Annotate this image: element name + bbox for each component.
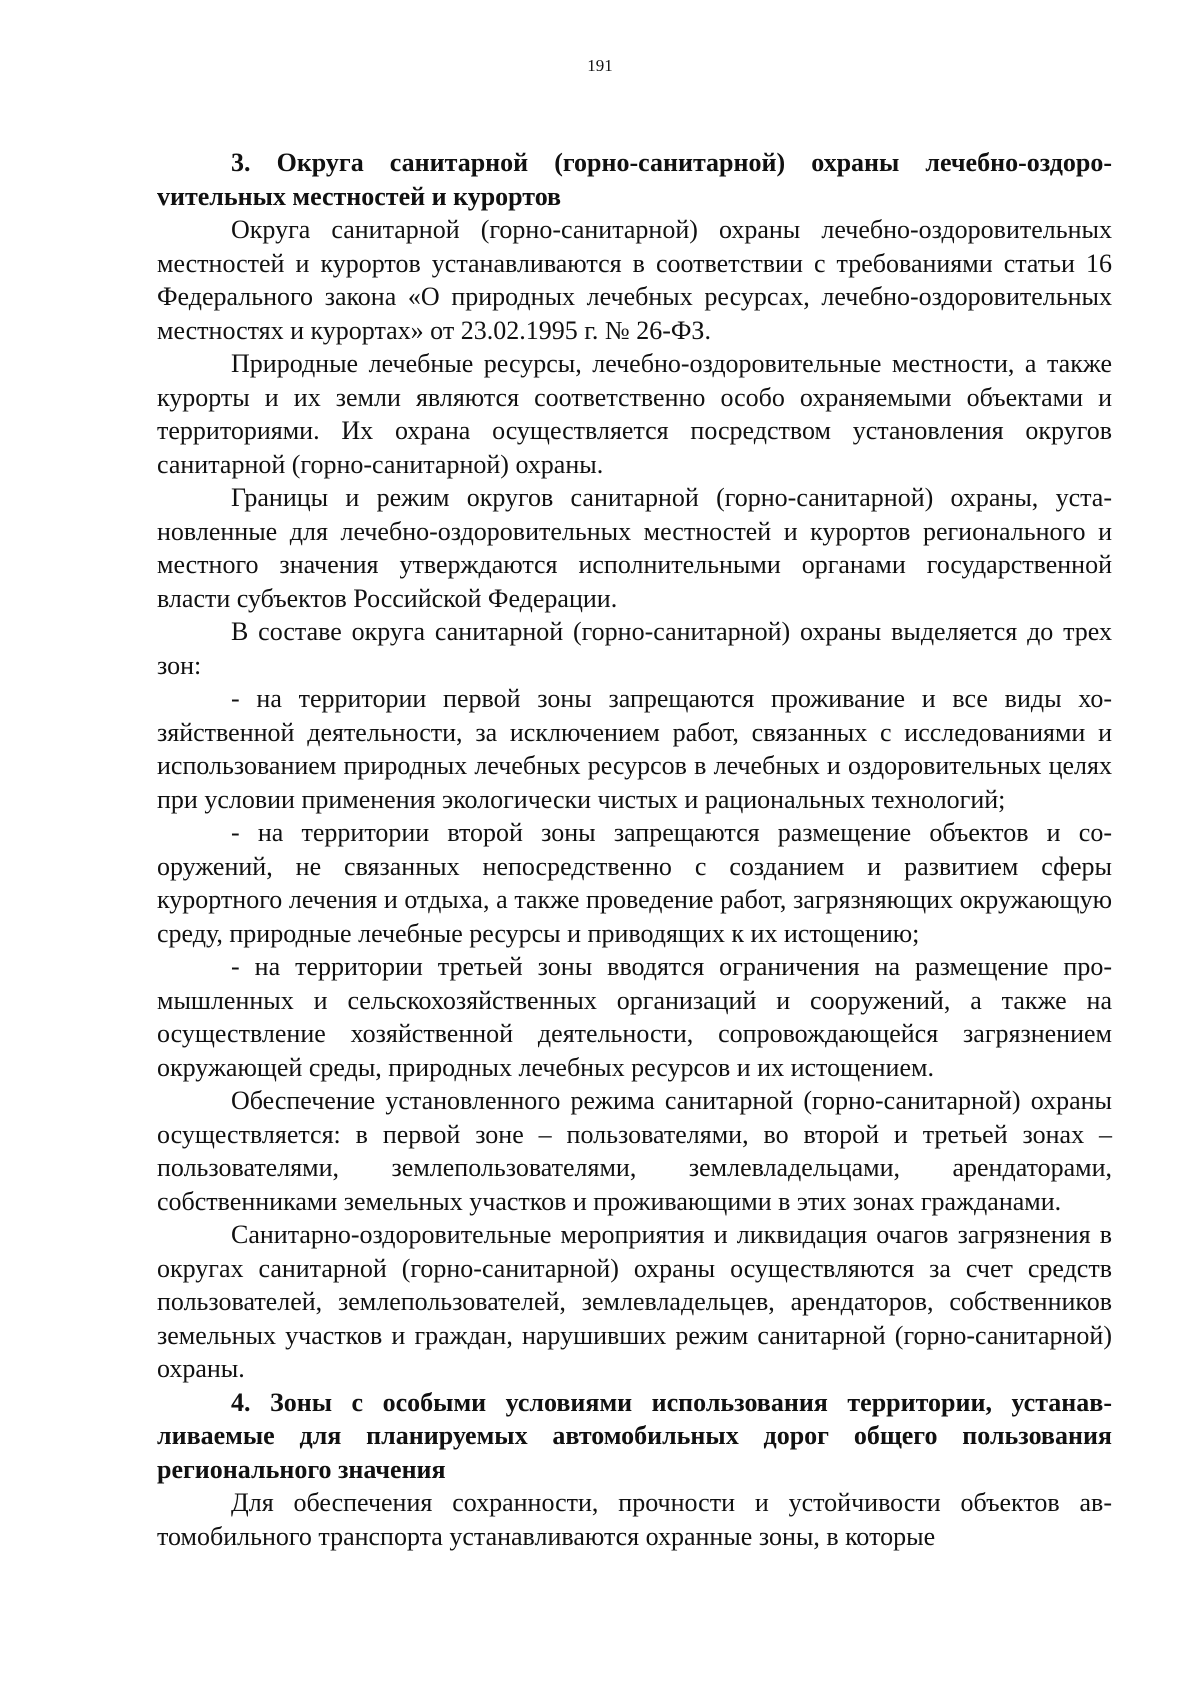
zone-3-paragraph: - на территории третьей зоны вводятся ограничения на размещение промышленных и сельскохозяйственных организаций и сооружений, а также на осуществление хозяйственной деятельности, сопровождающейся загрязнением окружающей среды, природных лечебных ресурсов и их истощением. bbox=[157, 952, 1112, 1082]
section-4-heading: 4. Зоны с особыми условиями использования территории, устанавливаемые для планируемых автомобильных дорог общего пользования регионального значения bbox=[157, 1387, 1112, 1484]
paragraph: В составе округа санитарной (горно-санитарной) охраны выделяется до трех зон: bbox=[157, 617, 1112, 680]
paragraph: Обеспечение установленного режима санитарной (горно-санитарной) охраны осуществляется: в первой зоне – пользователями, во второй и третьей зонах – пользователями, землепользователями, землевладельцами, арендаторами, собственниками земельных участков и проживающими в этих зонах гражданами. bbox=[157, 1086, 1112, 1216]
paragraph: Природные лечебные ресурсы, лечебно-оздоровительные местности, а также курорты и их земли являются соответственно особо охраняемыми объектами и территориями. Их охрана осуществляется посредством установления округов санитарной (горно-санитарной) охраны. bbox=[157, 349, 1112, 479]
section-3-heading: 3. Округа санитарной (горно-санитарной) охраны лечебно-оздороvительных местностей и курортов bbox=[157, 148, 1112, 211]
document-body bbox=[157, 146, 1112, 1553]
paragraph: Округа санитарной (горно-санитарной) охраны лечебно-оздоровительных местностей и курортов устанавливаются в соответствии с требованиями статьи 16 Федерального закона «О природных лечебных ресурсах, лечебно-оздоровительных местностях и курортах» от 23.02.1995 г. № 26-ФЗ. bbox=[157, 215, 1112, 345]
zone-1-paragraph: - на территории первой зоны запрещаются проживание и все виды хозяйственной деятельности, за исключением работ, связанных с исследованиями и использованием природных лечебных ресурсов в лечебных и оздоровительных целях при условии применения экологически чистых и рациональных технологий; bbox=[157, 684, 1112, 814]
paragraph: Для обеспечения сохранности, прочности и устойчивости объектов автомобильного транспорта устанавливаются охранные зоны, в которые bbox=[157, 1488, 1112, 1551]
page-number: 191 bbox=[587, 56, 613, 75]
paragraph: Санитарно-оздоровительные мероприятия и ликвидация очагов загрязнения в округах санитарной (горно-санитарной) охраны осуществляются за счет средств пользователей, землепользователей, землевладельцев, арендаторов, собственников земельных участков и граждан, нарушивших режим санитарной (горно-санитарной) охраны. bbox=[157, 1220, 1112, 1383]
zone-2-paragraph: - на территории второй зоны запрещаются размещение объектов и сооружений, не связанных непосредственно с созданием и развитием сферы курортного лечения и отдыха, а также проведение работ, загрязняющих окружающую среду, природные лечебные ресурсы и приводящих к их истощению; bbox=[157, 818, 1112, 948]
paragraph: Границы и режим округов санитарной (горно-санитарной) охраны, установленные для лечебно-оздоровительных местностей и курортов регионального и местного значения утверждаются исполнительными органами государственной власти субъектов Российской Федерации. bbox=[157, 483, 1112, 613]
